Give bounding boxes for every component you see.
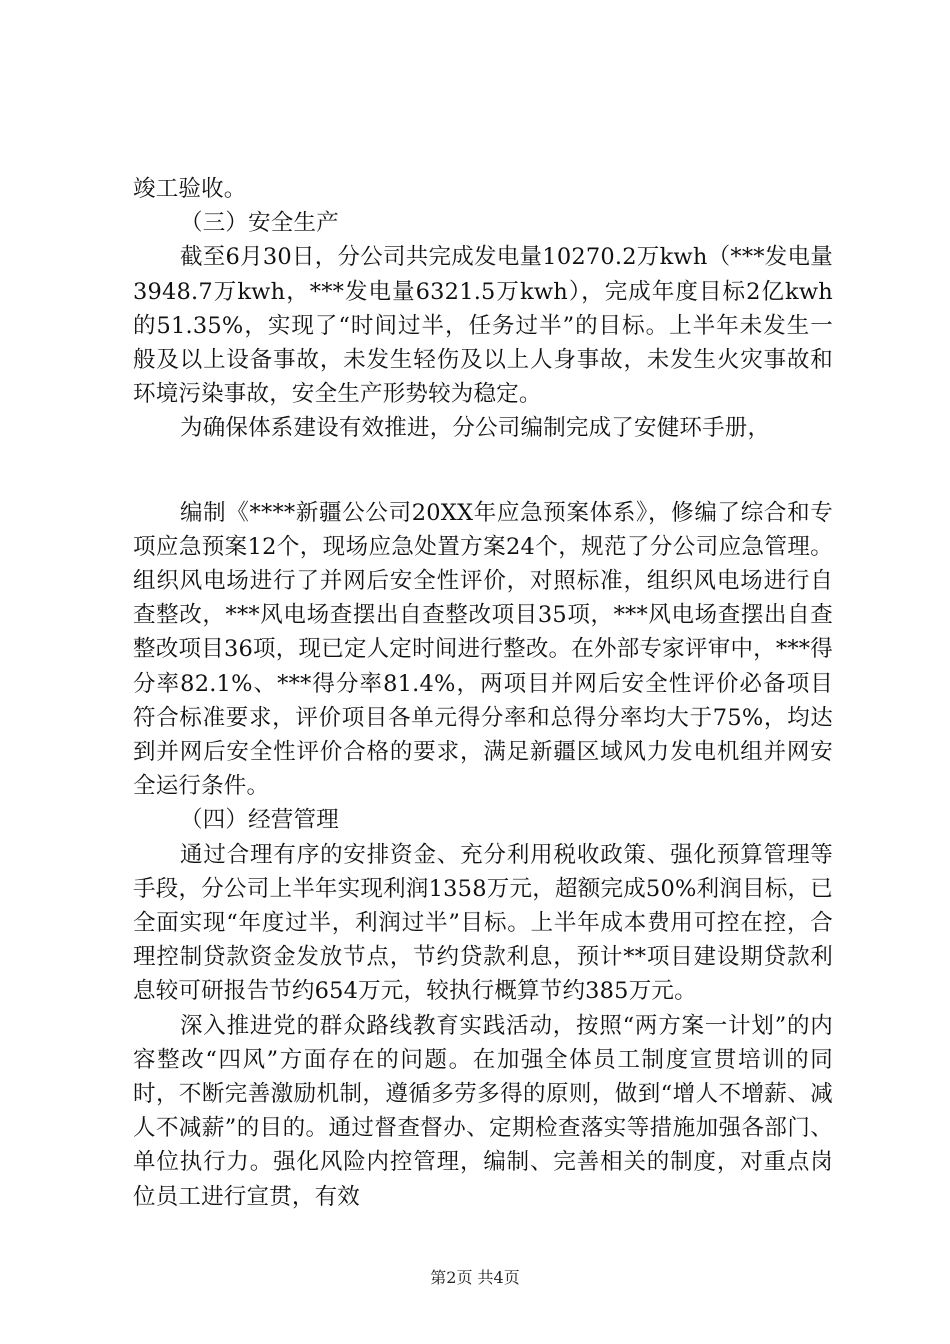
paragraph-power-generation: 截至6月30日，分公司共完成发电量10270.2万kwh（***发电量3948.7万kwh，***发电量6321.5万kwh），完成年度目标2亿kwh的51.35%，实现了“时间过半，任务过半”的目标。上半年未发生一般及以上设备事故，未发生轻伤及以上人身事故，未发生火灾事故和环境污染事故，安全生产形势较为稳定。 xyxy=(133,244,833,408)
paragraph-profit: 通过合理有序的安排资金、充分利用税收政策、强化预算管理等手段，分公司上半年实现利润1358万元，超额完成50%利润目标，已全面实现“年度过半，利润过半”目标。上半年成本费用可控在控，合理控制贷款资金发放节点，节约贷款利息，预计**项目建设期贷款利息较可研报告节约654万元，较执行概算节约385万元。 xyxy=(133,841,833,1005)
section-heading-management: （四）经营管理 xyxy=(180,807,339,834)
section-heading-safety: （三）安全生产 xyxy=(180,210,339,237)
paragraph-emergency-plan: 编制《****新疆公公司20XX年应急预案体系》，修编了综合和专项应急预案12个，现场应急处置方案24个，规范了分公司应急管理。组织风电场进行了并网后安全性评价，对照标准，组织风电场进行自查整改，***风电场查摆出自查整改项目35项，***风电场查摆出自查整改项目36项，现已定人定时间进行整改。在外部专家评审中，***得分率82.1%、***得分率81.4%，两项目并网后安全性评价必备项目符合标准要求，评价项目各单元得分率和总得分率均大于75%，均达到并网后安全性评价合格的要求，满足新疆区域风力发电机组并网安全运行条件。 xyxy=(133,499,833,800)
paragraph-continuation: 竣工验收。 xyxy=(133,176,247,202)
paragraph-party-education: 深入推进党的群众路线教育实践活动，按照“两方案一计划”的内容整改“四风”方面存在的问题。在加强全体员工制度宣贯培训的同时，不断完善激励机制，遵循多劳多得的原则，做到“增人不增薪、减人不减薪”的目的。通过督查督办、定期检查落实等措施加强各部门、单位执行力。强化风险内控管理，编制、完善相关的制度，对重点岗位员工进行宣贯，有效 xyxy=(133,1012,833,1210)
blank-gap xyxy=(133,446,833,496)
page-number-footer: 第2页 共4页 xyxy=(430,1268,520,1287)
paragraph-system-building: 为确保体系建设有效推进，分公司编制完成了安健环手册， xyxy=(180,415,771,442)
document-body xyxy=(133,172,833,1214)
